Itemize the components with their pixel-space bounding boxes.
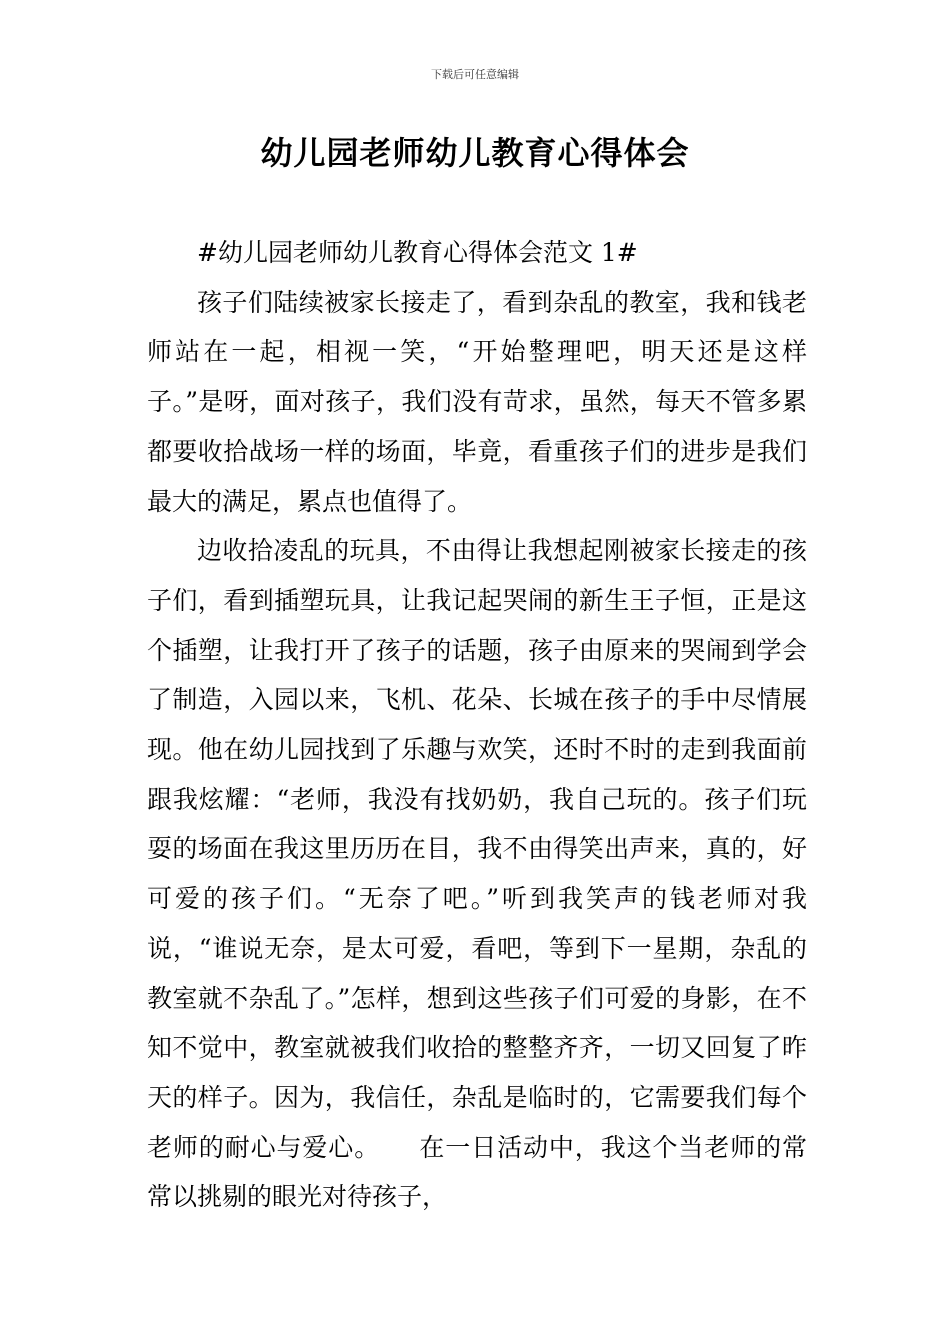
section-subheading	[147, 228, 807, 278]
paragraph-2: 边收拾凌乱的玩具，不由得让我想起刚被家长接走的孩子们，看到插塑玩具，让我记起哭闹的新生王子恒，正是这个插塑，让我打开了孩子的话题，孩子由原来的哭闹到学会了制造，入园以来，飞机、花朵、长城在孩子的手中尽情展现。他在幼儿园找到了乐趣与欢笑，还时不时的走到我面前跟我炫耀：“老师，我没有找奶奶，我自己玩的。孩子们玩耍的场面在我这里历历在目，我不由得笑出声来，真的，好可爱的孩子们。“无奈了吧。”听到我笑声的钱老师对我说，“谁说无奈，是太可爱，看吧，等到下一星期，杂乱的教室就不杂乱了。”怎样，想到这些孩子们可爱的身影，在不知不觉中，教室就被我们收拾的整整齐齐，一切又回复了昨天的样子。因为，我信任，杂乱是临时的，它需要我们每个老师的耐心与爱心。 在一日活动中，我这个当老师的常常以挑剔的眼光对待孩子，	[147, 536, 807, 1212]
document-title: 幼儿园老师幼儿教育心得体会	[260, 134, 690, 172]
paragraph-1: 孩子们陆续被家长接走了，看到杂乱的教室，我和钱老师站在一起，相视一笑，“开始整理吧，明天还是这样子。”是呀，面对孩子，我们没有苛求，虽然，每天不管多累都要收拾战场一样的场面，毕竟，看重孩子们的进步是我们最大的满足，累点也值得了。	[147, 287, 807, 516]
header-note: 下载后可任意编辑	[431, 68, 519, 81]
document-body	[147, 228, 807, 1222]
subheading-text: #幼儿园老师幼儿教育心得体会范文 1#	[197, 238, 638, 267]
